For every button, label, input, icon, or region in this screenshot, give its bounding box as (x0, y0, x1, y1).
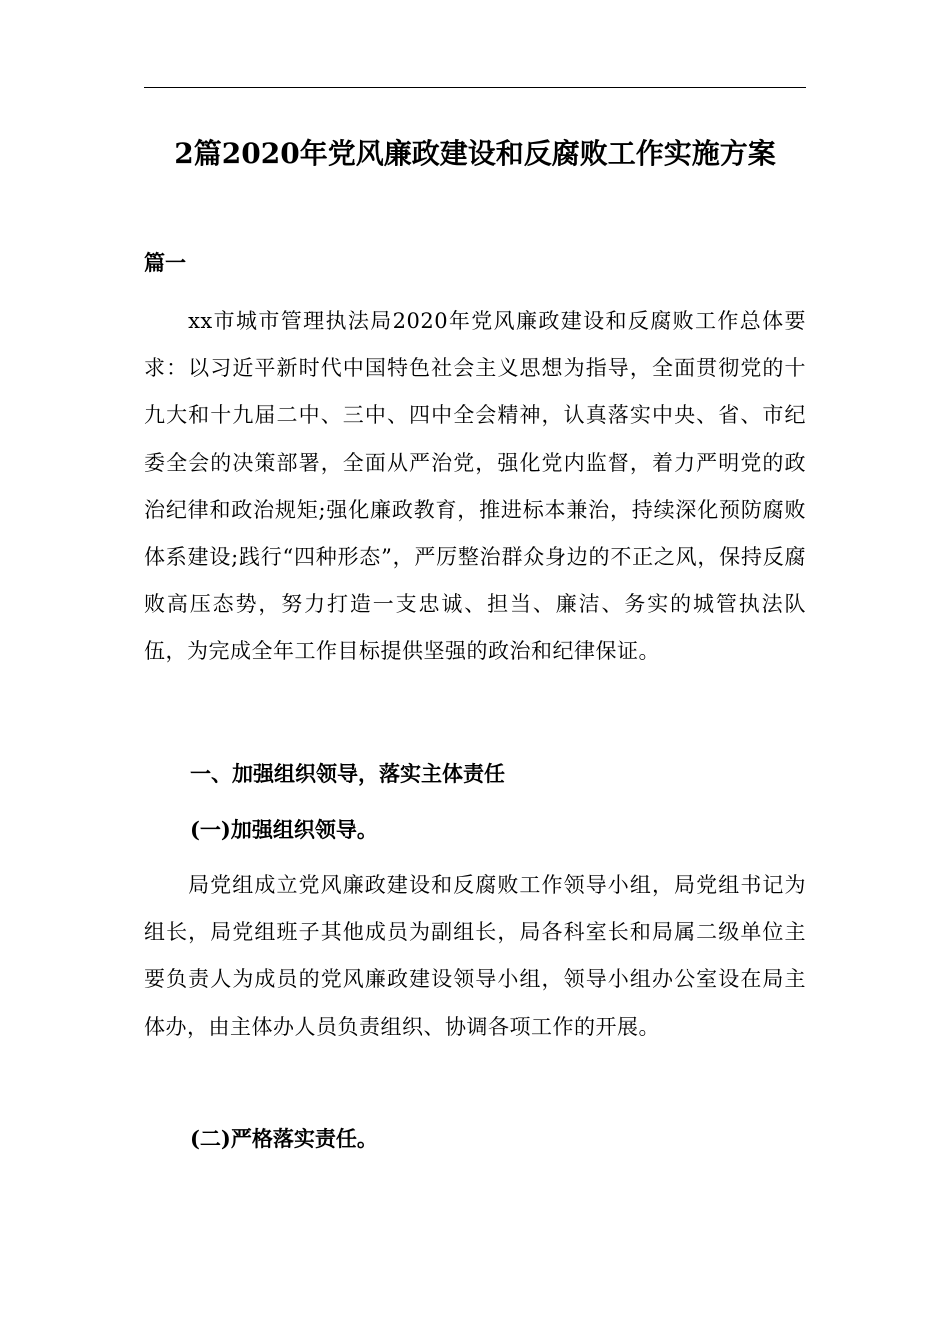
subsection-heading: (二)严格落实责任。 (190, 1126, 378, 1151)
intro-paragraph: xx市城市管理执法局2020年党风廉政建设和反腐败工作总体要求：以习近平新时代中国特色社会主义思想为指导，全面贯彻党的十九大和十九届二中、三中、四中全会精神，认真落实中央、省、市纪委全会的决策部署，全面从严治党，强化党内监督，着力严明党的政治纪律和政治规矩;强化廉政教育，推进标本兼治，持续深化预防腐败体系建设;践行“四种形态”，严厉整治群众身边的不正之风，保持反腐败高压态势，努力打造一支忠诚、担当、廉洁、务实的城管执法队伍，为完成全年工作目标提供坚强的政治和纪律保证。 (144, 309, 806, 664)
header-rule (144, 87, 806, 88)
subsection-heading: (一)加强组织领导。 (190, 817, 378, 842)
body-paragraph: 局党组成立党风廉政建设和反腐败工作领导小组，局党组书记为组长，局党组班子其他成员为副组长，局各科室长和局属二级单位主要负责人为成员的党风廉政建设领导小组，领导小组办公室设在局主体办，由主体办人员负责组织、协调各项工作的开展。 (144, 873, 806, 1039)
part-heading: 篇一 (144, 250, 186, 275)
document-title: 2篇2020年党风廉政建设和反腐败工作实施方案 (174, 137, 776, 170)
section-heading: 一、加强组织领导，落实主体责任 (190, 761, 505, 786)
